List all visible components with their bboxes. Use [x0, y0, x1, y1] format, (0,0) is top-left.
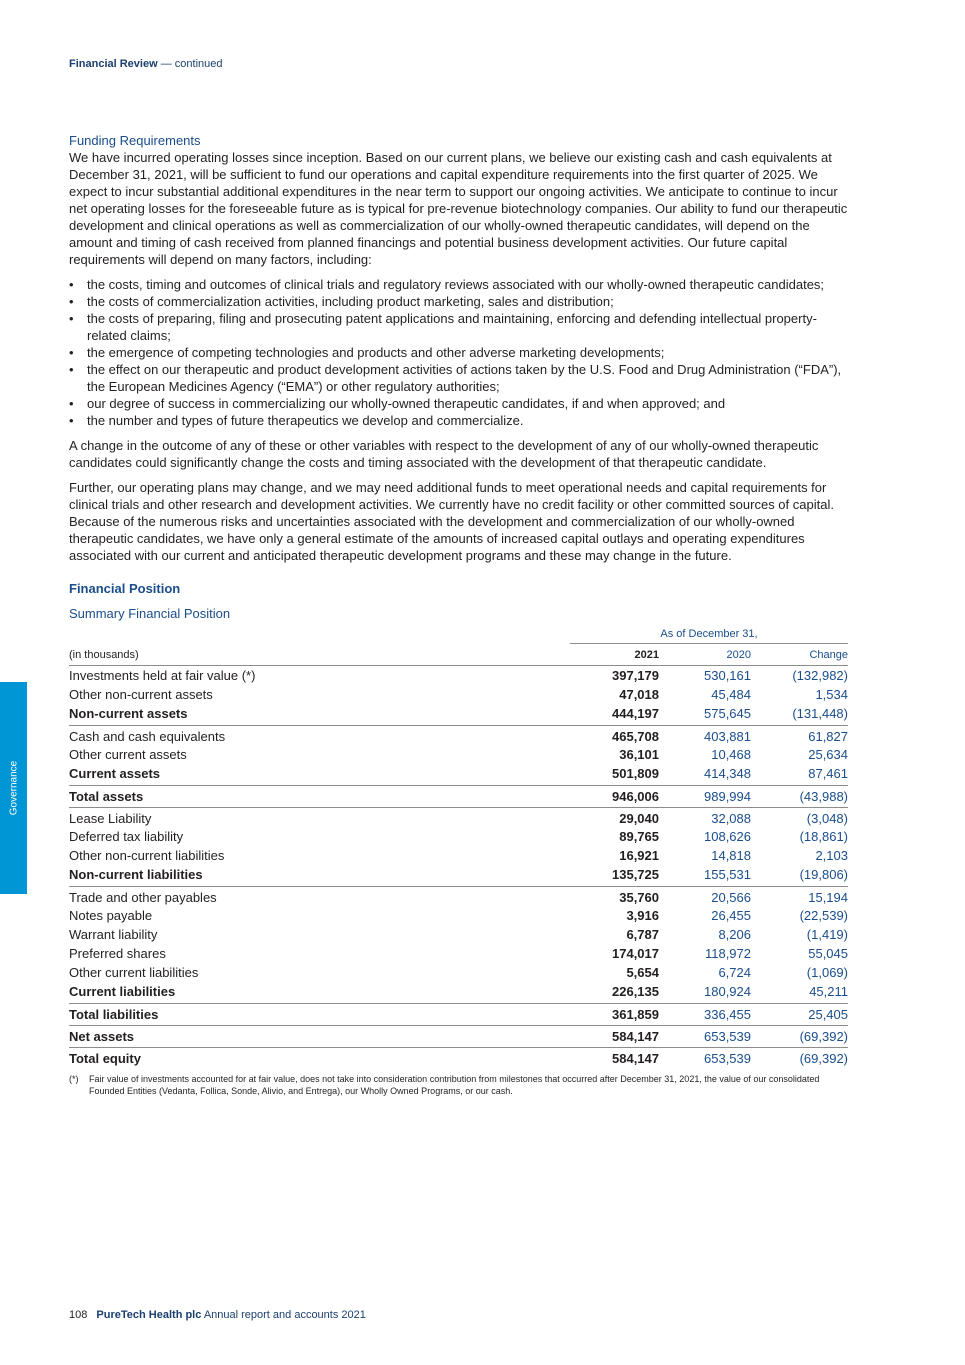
value-change: 1,534: [815, 687, 848, 702]
table-row: [69, 1025, 848, 1045]
value-change: 15,194: [808, 889, 848, 905]
footer-document: Annual report and accounts 2021: [203, 1309, 366, 1321]
value-2020: 10,468: [711, 747, 751, 762]
value-2021: 3,916: [626, 908, 659, 923]
side-tab-label: Governance: [8, 760, 19, 816]
table-row: [69, 704, 848, 723]
table-group-header: [69, 626, 848, 644]
table-row: [69, 764, 848, 783]
funding-paragraph-1: We have incurred operating losses since inception. Based on our current plans, we believe our existing cash and cash equivalents at December 31, 2021, will be sufficient to fund our operations and capital expenditure requirements into the first quarter of 2025. We expect to incur substantial additional expenditures in the near term to support our ongoing activities. We anticipate to continue to incur net operating losses for the foreseeable future as is typical for pre-revenue biotechnology companies. Our ability to fund our therapeutic development and clinical operations as well as commercialization of our wholly-owned therapeutic candidates, will depend on the amount and timing of cash received from planned financings and potential business development activities. Our future capital requirements will depend on many factors, including:: [69, 150, 848, 267]
funding-paragraph-3: Further, our operating plans may change, and we may need additional funds to meet operational needs and capital requirements for clinical trials and other research and development activities. We currently have no credit facility or other committed sources of capital. Because of the numerous risks and uncertainties associated with the development and commercialization of our wholly-owned therapeutic candidates, we have only a general estimate of the amounts of increased capital outlays and operating expenditures associated with our current and anticipated therapeutic development programs and these may change in the future.: [69, 480, 834, 563]
value-2020: 20,566: [711, 889, 751, 905]
value-2020: 575,645: [704, 706, 751, 721]
value-change: 55,045: [808, 946, 848, 961]
factors-list: [69, 276, 854, 429]
value-change: (69,392): [799, 1028, 848, 1044]
table-row: [69, 906, 848, 925]
row-label: Trade and other payables: [69, 889, 217, 905]
table-row: [69, 745, 848, 764]
value-2020: 414,348: [704, 766, 751, 781]
value-2021: 465,708: [612, 728, 659, 744]
row-label: Preferred shares: [69, 946, 166, 961]
value-2021: 361,859: [612, 1006, 659, 1022]
table-row: [69, 865, 848, 884]
value-2021: 47,018: [619, 687, 659, 702]
value-2020: 32,088: [711, 810, 751, 826]
financial-position-heading: Financial Position: [69, 581, 181, 596]
value-change: 45,211: [809, 984, 848, 999]
footer-company: PureTech Health plc: [96, 1309, 202, 1321]
financial-position-table: [69, 626, 848, 1097]
value-change: (43,988): [799, 788, 848, 804]
row-label: Total assets: [69, 788, 144, 804]
row-label: Investments held at fair value (*): [69, 668, 256, 683]
value-change: (19,806): [799, 867, 848, 882]
column-header-change: Change: [809, 649, 848, 661]
value-2020: 155,531: [704, 867, 751, 882]
footnote-mark: (*): [69, 1074, 79, 1084]
value-change: 87,461: [808, 766, 848, 781]
column-header-2021: 2021: [634, 649, 659, 661]
value-2021: 226,135: [612, 984, 659, 999]
value-change: (1,419): [806, 927, 848, 942]
value-2021: 174,017: [612, 946, 659, 961]
page-number: 108: [69, 1309, 88, 1321]
row-label: Other current assets: [69, 747, 187, 762]
table-header-row: [69, 644, 848, 666]
value-change: 61,827: [808, 728, 848, 744]
funding-paragraph-2: A change in the outcome of any of these or other variables with respect to the development of any of our wholly-owned therapeutic candidates could significantly change the costs and timing associated with the development of that therapeutic candidate.: [69, 438, 819, 470]
list-item: • the costs of preparing, filing and prosecuting patent applications and maintaining, enforcing and defending intellectual property-related claims;: [87, 310, 854, 344]
value-2020: 26,455: [711, 908, 751, 923]
value-2020: 180,924: [704, 984, 751, 999]
value-2020: 108,626: [704, 829, 751, 844]
row-label: Cash and cash equivalents: [69, 728, 226, 744]
value-2020: 653,539: [704, 1028, 751, 1044]
value-change: (1,069): [806, 965, 848, 980]
row-label: Net assets: [69, 1028, 135, 1044]
row-label: Deferred tax liability: [69, 829, 184, 844]
value-2020: 118,972: [704, 946, 751, 961]
row-label: Notes payable: [69, 908, 153, 923]
table-row: [69, 725, 848, 745]
value-2020: 989,994: [704, 788, 751, 804]
table-row: [69, 944, 848, 963]
value-2021: 501,809: [612, 766, 659, 781]
table-row: [69, 666, 848, 685]
section-side-tab: [0, 682, 27, 894]
table-body: [69, 666, 848, 1067]
value-2021: 35,760: [619, 889, 659, 905]
page-footer: [69, 1309, 366, 1321]
value-change: 2,103: [815, 848, 848, 863]
row-label: Other current liabilities: [69, 965, 199, 980]
table-row: [69, 846, 848, 865]
value-2021: 584,147: [612, 1028, 659, 1044]
table-footnote: [69, 1073, 848, 1097]
value-2021: 36,101: [619, 747, 659, 762]
value-change: 25,634: [808, 747, 848, 762]
table-row: [69, 1003, 848, 1023]
row-label: Other non-current liabilities: [69, 848, 225, 863]
value-change: 25,405: [808, 1006, 848, 1022]
row-label: Warrant liability: [69, 927, 158, 942]
value-change: (3,048): [806, 810, 848, 826]
row-label: Current assets: [69, 766, 161, 781]
table-row: [69, 685, 848, 704]
column-header-2020: 2020: [726, 649, 751, 661]
value-change: (132,982): [792, 668, 848, 683]
value-2020: 45,484: [711, 687, 751, 702]
row-label: Lease Liability: [69, 810, 152, 826]
header-continued: — continued: [160, 58, 223, 70]
value-2021: 444,197: [612, 706, 659, 721]
value-2021: 946,006: [612, 788, 659, 804]
table-row: [69, 785, 848, 805]
value-change: (22,539): [799, 908, 848, 923]
column-header-units: (in thousands): [69, 649, 139, 661]
table-row: [69, 963, 848, 982]
row-label: Non-current liabilities: [69, 867, 203, 882]
footnote-text: Fair value of investments accounted for at fair value, does not take into consideration contribution from milestones that occurred after December 31, 2021, the value of our consolidated Founded Entities (Vedanta, Follica, Sonde, Alivio, and Entrega), our Wholly Owned Programs, or our cash.: [89, 1074, 820, 1096]
list-item: • the costs, timing and outcomes of clinical trials and regulatory reviews associated with our wholly-owned therapeutic candidates;: [87, 276, 854, 293]
row-label: Other non-current assets: [69, 687, 213, 702]
value-2021: 29,040: [619, 810, 659, 826]
header-section: Financial Review: [69, 58, 158, 70]
list-item: • the costs of commercialization activities, including product marketing, sales and distribution;: [87, 293, 854, 310]
value-change: (18,861): [799, 829, 848, 844]
main-content: [69, 132, 854, 1097]
value-2021: 397,179: [612, 668, 659, 683]
table-row: [69, 886, 848, 906]
value-2021: 16,921: [619, 848, 659, 863]
value-2021: 584,147: [612, 1050, 659, 1066]
value-2020: 530,161: [704, 668, 751, 683]
table-row: [69, 1047, 848, 1067]
row-label: Total liabilities: [69, 1006, 159, 1022]
table-row: [69, 827, 848, 846]
value-change: (131,448): [792, 706, 848, 721]
value-2021: 5,654: [626, 965, 659, 980]
funding-title: Funding Requirements: [69, 133, 201, 148]
list-item: • the effect on our therapeutic and product development activities of actions taken by the U.S. Food and Drug Administration (“FDA”), the European Medicines Agency (“EMA”) or other regulatory authorities;: [87, 361, 854, 395]
value-2020: 653,539: [704, 1050, 751, 1066]
table-row: [69, 982, 848, 1001]
running-header: [69, 58, 222, 70]
table-title: Summary Financial Position: [69, 606, 231, 621]
row-label: Non-current assets: [69, 706, 188, 721]
list-item: • our degree of success in commercializing our wholly-owned therapeutic candidates, if and when approved; and: [87, 395, 854, 412]
value-2020: 336,455: [704, 1006, 751, 1022]
value-2020: 8,206: [718, 927, 751, 942]
value-change: (69,392): [799, 1050, 848, 1066]
value-2021: 6,787: [626, 927, 659, 942]
list-item: • the emergence of competing technologies and products and other adverse marketing developments;: [87, 344, 854, 361]
row-label: Total equity: [69, 1050, 141, 1066]
value-2020: 14,818: [711, 848, 751, 863]
value-2021: 89,765: [619, 829, 659, 844]
value-2020: 6,724: [718, 965, 751, 980]
table-row: [69, 925, 848, 944]
list-item: • the number and types of future therapeutics we develop and commercialize.: [87, 412, 854, 429]
value-2021: 135,725: [612, 867, 659, 882]
value-2020: 403,881: [704, 728, 751, 744]
row-label: Current liabilities: [69, 984, 176, 999]
table-row: [69, 807, 848, 827]
group-header-label: As of December 31,: [570, 626, 848, 644]
